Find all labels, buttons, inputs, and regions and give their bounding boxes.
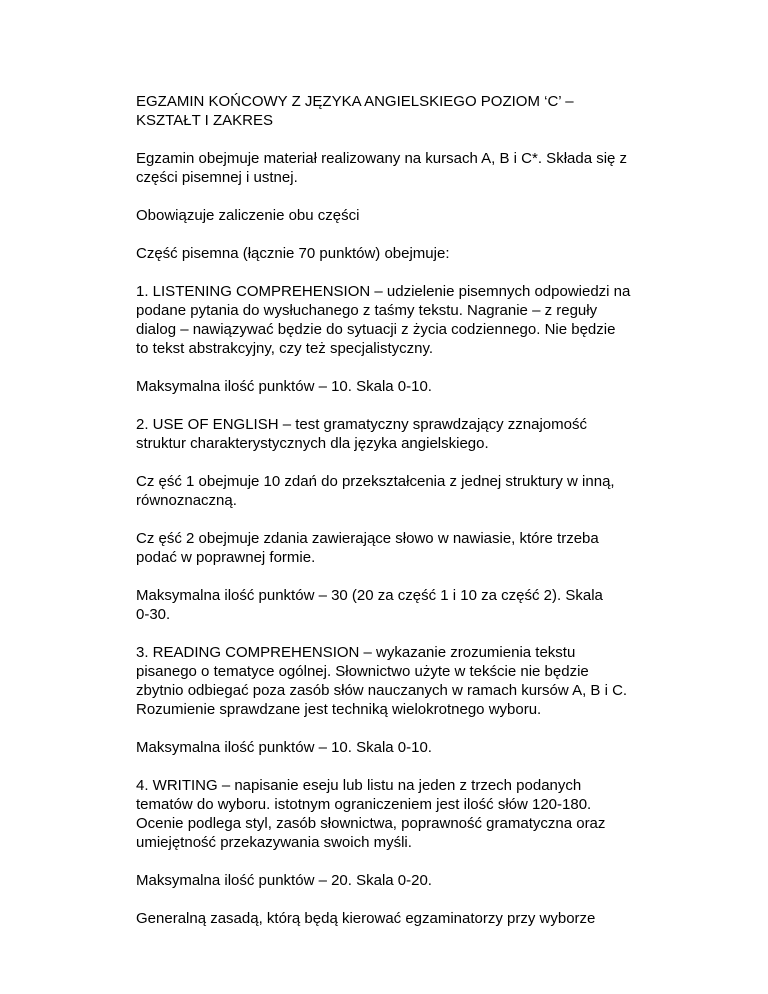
document-title: EGZAMIN KOŃCOWY Z JĘZYKA ANGIELSKIEGO POZIOM ‘C’ – KSZTAŁT I ZAKRES [136,93,574,129]
use-of-english-part2: Cz ęść 2 obejmuje zdania zawierające słowo w nawiasie, które trzeba podać w poprawnej formie. [136,530,599,566]
listening-section: 1. LISTENING COMPREHENSION – udzielenie pisemnych odpowiedzi na podane pytania do wysłuchanego z taśmy tekstu. Nagranie – z reguły dialog – nawiązywać będzie do sytuacji z życia codziennego. Nie będzie to tekst abstrakcyjny, czy też specjalistyczny. [136,283,631,357]
listening-points: Maksymalna ilość punktów – 10. Skala 0-10. [136,378,432,395]
use-of-english-part1: Cz ęść 1 obejmuje 10 zdań do przekształcenia z jednej struktury w inną, równoznaczną. [136,473,615,509]
written-part-paragraph: Część pisemna (łącznie 70 punktów) obejmuje: [136,245,450,262]
general-rule-paragraph: Generalną zasadą, którą będą kierować egzaminatorzy przy wyborze [136,910,596,927]
use-of-english-section: 2. USE OF ENGLISH – test gramatyczny sprawdzający zznajomość struktur charakterystycznych dla języka angielskiego. [136,416,587,452]
reading-section: 3. READING COMPREHENSION – wykazanie zrozumienia tekstu pisanego o tematyce ogólnej. Słownictwo użyte w tekście nie będzie zbytnio odbiegać poza zasób słów nauczanych w ramach kursów A, B i C. Rozumienie sprawdzane jest techniką wielokrotnego wyboru. [136,644,628,718]
writing-points: Maksymalna ilość punktów – 20. Skala 0-20. [136,872,432,889]
use-of-english-points: Maksymalna ilość punktów – 30 (20 za część 1 i 10 za część 2). Skala 0-30. [136,587,603,623]
intro-paragraph: Egzamin obejmuje materiał realizowany na kursach A, B i C*. Składa się z części pisemnej i ustnej. [136,150,628,186]
document-page [136,92,656,947]
requirement-paragraph: Obowiązuje zaliczenie obu części [136,207,360,224]
reading-points: Maksymalna ilość punktów – 10. Skala 0-10. [136,739,432,756]
writing-section: 4. WRITING – napisanie eseju lub listu na jeden z trzech podanych tematów do wyboru. istotnym ograniczeniem jest ilość słów 120-180. Ocenie podlega styl, zasób słownictwa, poprawność gramatyczna oraz umiejętność przekazywania swoich myśli. [136,777,606,851]
